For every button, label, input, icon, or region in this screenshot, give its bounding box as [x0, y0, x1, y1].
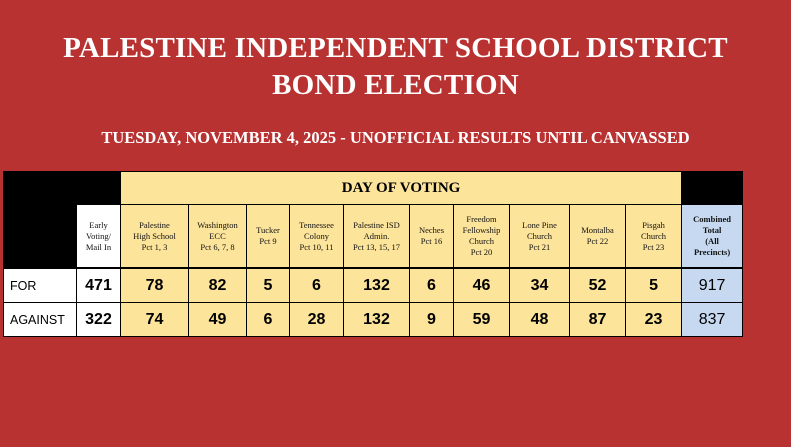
column-header-line: ECC: [209, 230, 226, 241]
column-header-line: Total: [702, 225, 722, 235]
column-header-washington-ecc: [189, 205, 247, 269]
column-header-line: Pct 20: [470, 247, 493, 257]
column-header-line: Tennessee: [299, 219, 334, 230]
column-header-neches: [410, 205, 454, 269]
vote-cell: 6: [410, 268, 454, 303]
column-header-freedom-fellowship: [454, 205, 510, 269]
column-header-line: Pct 6, 7, 8: [200, 241, 235, 252]
vote-cell: 49: [189, 303, 247, 337]
column-header-line: Washington: [197, 219, 238, 230]
vote-cell: 34: [510, 268, 570, 303]
column-header-line: Pisgah: [642, 219, 665, 230]
column-header-line: High School: [133, 230, 176, 241]
results-table: [3, 171, 743, 337]
column-header-line: Church: [468, 236, 495, 246]
vote-cell: 5: [626, 268, 682, 303]
column-header-line: Palestine ISD: [353, 219, 400, 230]
column-header-line: Lone Pine: [522, 219, 557, 230]
vote-cell: 322: [77, 303, 121, 337]
vote-cell: 5: [247, 268, 290, 303]
column-header-palestine-high-school: [121, 205, 189, 269]
column-header-lone-pine: [510, 205, 570, 269]
column-header-line: Pct 10, 11: [299, 241, 334, 252]
column-header-line: Pct 16: [420, 236, 443, 246]
column-header-combined-total: [682, 205, 743, 269]
column-header-line: (All: [705, 236, 719, 246]
column-header-tucker: [247, 205, 290, 269]
vote-cell: 132: [344, 268, 410, 303]
total-header-spacer: [682, 172, 743, 205]
table-row-for: [4, 268, 743, 303]
vote-cell: 6: [247, 303, 290, 337]
corner-cell: [4, 172, 77, 205]
column-header-line: Pct 9: [259, 236, 277, 246]
total-cell: 837: [682, 303, 743, 337]
vote-cell: 9: [410, 303, 454, 337]
column-header-montalba: [570, 205, 626, 269]
early-voting-header-spacer: [77, 172, 121, 205]
row-label-against: AGAINST: [4, 303, 77, 337]
column-header-line: Mail In: [85, 241, 112, 252]
vote-cell: 59: [454, 303, 510, 337]
column-header-line: Church: [641, 230, 667, 241]
column-header-line: Tucker: [256, 225, 280, 235]
column-header-line: Early: [89, 219, 108, 230]
vote-cell: 87: [570, 303, 626, 337]
vote-cell: 132: [344, 303, 410, 337]
day-of-voting-header: DAY OF VOTING: [121, 172, 682, 205]
column-header-line: Pct 23: [642, 241, 665, 252]
column-header-line: Pct 13, 15, 17: [353, 241, 400, 252]
vote-cell: 52: [570, 268, 626, 303]
page-title-line1: PALESTINE INDEPENDENT SCHOOL DISTRICT: [63, 32, 728, 64]
column-header-line: Church: [526, 230, 553, 241]
column-header-pisgah: [626, 205, 682, 269]
column-header-tennessee-colony: [290, 205, 344, 269]
vote-cell: 28: [290, 303, 344, 337]
total-cell: 917: [682, 268, 743, 303]
page-subtitle: TUESDAY, NOVEMBER 4, 2025 - UNOFFICIAL RESULTS UNTIL CANVASSED: [101, 128, 690, 147]
column-header-palestine-isd-admin: [344, 205, 410, 269]
table-row-against: [4, 303, 743, 337]
vote-cell: 74: [121, 303, 189, 337]
page-title-line2: BOND ELECTION: [272, 69, 519, 101]
column-header-line: Voting/: [86, 230, 111, 241]
column-header-line: Precincts): [693, 247, 731, 257]
column-header-line: Freedom: [466, 214, 497, 224]
column-header-line: Colony: [303, 230, 330, 241]
column-header-early-voting: [77, 205, 121, 269]
column-header-line: Admin.: [363, 230, 390, 241]
column-header-line: Fellowship: [462, 225, 501, 235]
vote-cell: 46: [454, 268, 510, 303]
column-header-line: Palestine: [139, 219, 170, 230]
vote-cell: 82: [189, 268, 247, 303]
vote-cell: 471: [77, 268, 121, 303]
row-label-for: FOR: [4, 268, 77, 303]
vote-cell: 78: [121, 268, 189, 303]
column-header-line: Pct 21: [528, 241, 551, 252]
vote-cell: 48: [510, 303, 570, 337]
column-header-line: Pct 1, 3: [141, 241, 168, 252]
column-header-line: Pct 22: [586, 236, 609, 246]
column-header-line: Neches: [418, 225, 444, 235]
row-label-header-spacer: [4, 205, 77, 269]
column-header-line: Montalba: [581, 225, 614, 235]
vote-cell: 6: [290, 268, 344, 303]
column-header-line: Combined: [693, 214, 731, 224]
vote-cell: 23: [626, 303, 682, 337]
